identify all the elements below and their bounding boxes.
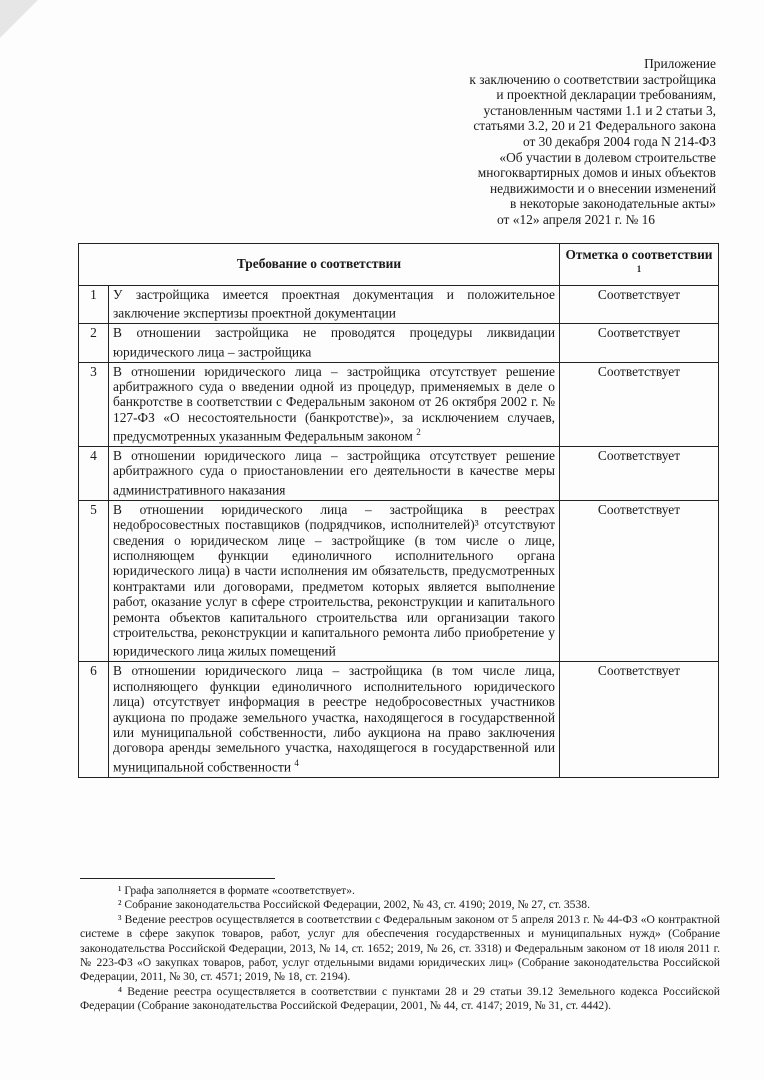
requirement-text (109, 447, 560, 501)
table-row (79, 447, 719, 501)
requirement-text (109, 500, 560, 662)
requirement-text (109, 286, 560, 324)
requirement-label: В отношении юридического лица – застройщика (в том числе лица, исполняющего функции единоличного исполнительного юридического лица) отсутствует информация в реестре недобросовестных участников аукциона по продаже земельного участка, находящегося в государственной или муниципальной собственности, либо аукциона на право заключения договора аренды земельного участка, находящегося в государственной или муниципальной собственности (113, 663, 555, 775)
compliance-mark: Соответствует (560, 662, 719, 777)
footnote: ⁴ Ведение реестра осуществляется в соответствии с пунктами 28 и 29 статьи 39.12 Земельного кодекса Российской Федерации (Собрание законодательства Российской Федерации, 2001, № 44, ст. 4147; 2019, № 31, ст. 4442). (80, 984, 720, 1013)
compliance-mark: Соответствует (560, 286, 719, 324)
footnote: ³ Ведение реестров осуществляется в соответствии с Федеральным законом от 5 апреля 2013 г. № 44-ФЗ «О контрактной системе в сфере закупок товаров, работ, услуг для обеспечения государственных и муниципальных нужд» (Собрание законодательства Российской Федерации, 2013, № 14, ст. 1652; 2019, № 26, ст. 3318) и Федеральным законом от 18 июля 2011 г. № 223-ФЗ «О закупках товаров, работ, услуг отдельными видами юридических лиц» (Собрание законодательства Российской Федерации, 2011, № 30, ст. 4571; 2019, № 18, ст. 2194). (80, 912, 720, 984)
appendix-line: статьями 3.2, 20 и 21 Федерального закона (473, 118, 716, 134)
footnotes (80, 884, 720, 1014)
header-mark-label: Отметка о соответствии (565, 246, 713, 262)
appendix-line: к заключению о соответствии застройщика (469, 71, 716, 87)
row-number: 1 (79, 286, 109, 324)
compliance-mark: Соответствует (560, 447, 719, 501)
requirement-text (109, 362, 560, 447)
footnote-ref: 2 (416, 427, 421, 438)
requirement-label: В отношении юридического лица – застройщика отсутствует решение арбитражного суда о приостановлении его деятельности в качестве меры административного наказания (113, 448, 555, 498)
appendix-line: от 30 декабря 2004 года N 214-ФЗ (522, 133, 716, 149)
row-number: 6 (79, 662, 109, 777)
header-requirement: Требование о соответствии (79, 244, 560, 286)
row-number: 3 (79, 362, 109, 447)
footnote: ¹ Графа заполняется в формате «соответствует». (118, 884, 355, 897)
row-number: 5 (79, 500, 109, 662)
compliance-mark: Соответствует (560, 324, 719, 362)
row-number: 4 (79, 447, 109, 501)
table-row (79, 362, 719, 447)
appendix-date: от «12» апреля 2021 г. № 16 (497, 211, 655, 227)
table-row (79, 500, 719, 662)
footnote-ref: 4 (294, 757, 299, 768)
row-number: 2 (79, 324, 109, 362)
footnote: ² Собрание законодательства Российской Федерации, 2002, № 43, ст. 4190; 2019, № 27, ст. 3538. (118, 898, 590, 912)
requirement-label: В отношении юридического лица – застройщика в реестрах недобросовестных поставщиков (подрядчиков, исполнителей)³ отсутствуют сведения о юридическом лице – застройщике (в том числе о лице, исполняющем функции единоличного исполнительного органа юридического лица) в части исполнения им обязательств, предусмотренных контрактами или договорами, предметом которых является выполнение работ, оказание услуг в сфере строительства, реконструкции и капитального ремонта объектов капитального строительства или организации такого строительства, реконструкции и капитального ремонта либо приобретение у юридического лица жилых помещений (113, 501, 555, 659)
compliance-mark: Соответствует (560, 362, 719, 447)
table-row (79, 662, 719, 777)
appendix-line: многоквартирных домов и иных объектов (477, 165, 716, 181)
appendix-line: недвижимости и о внесении изменений (490, 180, 716, 196)
table-header (79, 244, 719, 286)
compliance-mark: Соответствует (560, 500, 719, 662)
requirement-text (109, 324, 560, 362)
appendix-line: в некоторые законодательные акты» (510, 196, 716, 212)
requirement-label: В отношении застройщика не проводятся процедуры ликвидации юридического лица – застройщика (113, 325, 555, 360)
table-row (79, 324, 719, 362)
requirement-label: У застройщика имеется проектная документация и положительное заключение экспертизы проектной документации (113, 287, 555, 321)
header-mark (560, 244, 719, 286)
footnote-divider (80, 878, 275, 879)
table-row (79, 286, 719, 324)
folded-corner (0, 0, 38, 38)
appendix-line: установленным частями 1.1 и 2 статьи 3, (483, 102, 716, 118)
requirement-text (109, 662, 560, 777)
compliance-table (78, 243, 719, 778)
requirement-label: В отношении юридического лица – застройщика отсутствует решение арбитражного суда о введении одной из процедур, применяемых в деле о банкротстве в соответствии с Федеральным законом от 26 октября 2002 г. № 127-ФЗ «О несостоятельности (банкротстве)», за исключением случаев, предусмотренных указанным Федеральным законом (113, 363, 555, 444)
appendix-line: и проектной декларации требованиям, (496, 87, 716, 103)
appendix-heading (396, 56, 716, 228)
appendix-line: «Об участии в долевом строительстве (499, 149, 716, 165)
footnote-ref: 1 (636, 264, 642, 275)
appendix-line: Приложение (644, 56, 716, 71)
